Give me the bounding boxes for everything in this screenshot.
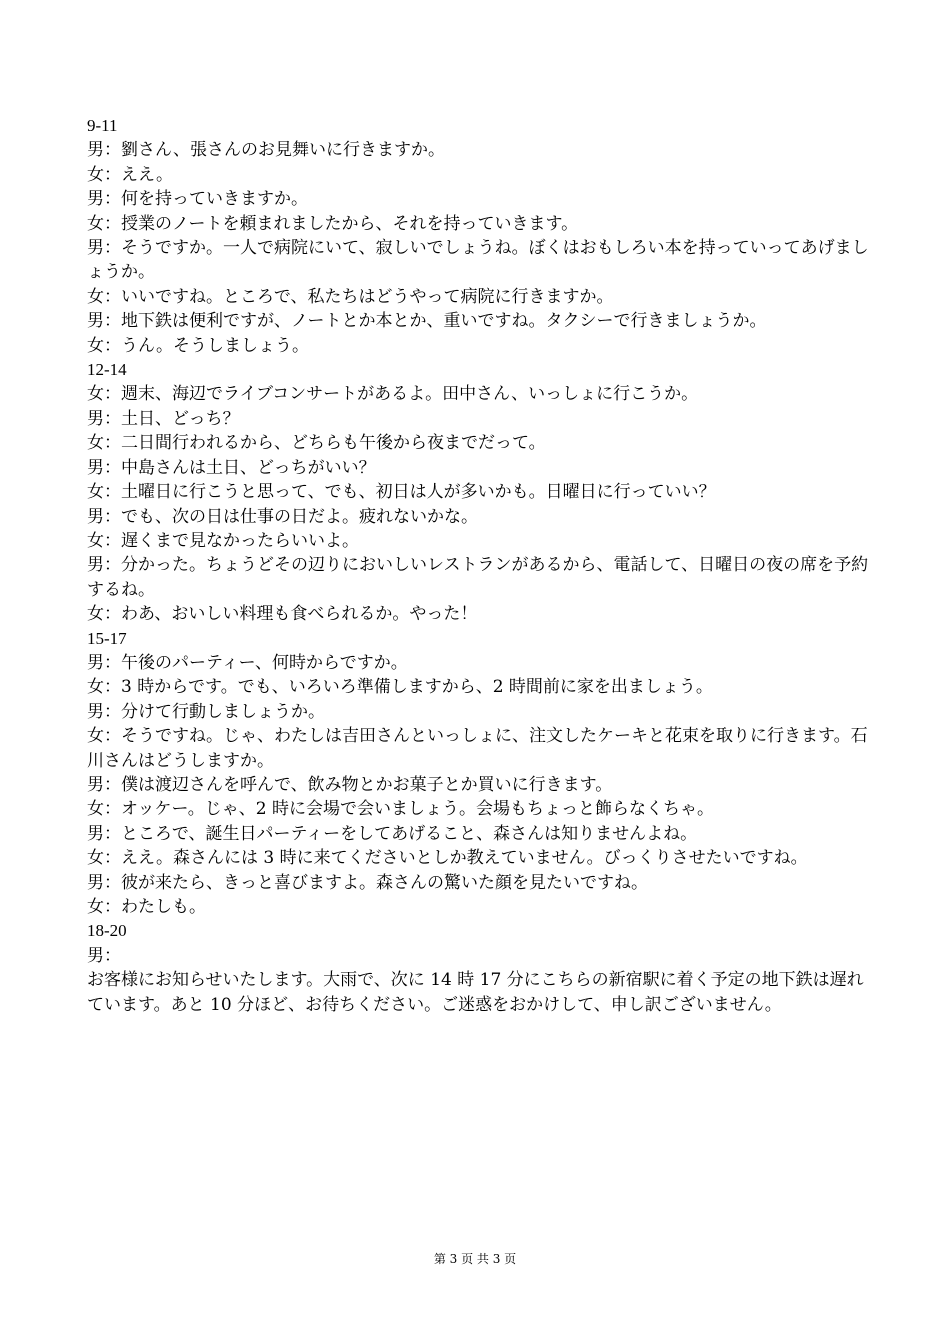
section-id: 12-14	[87, 360, 127, 380]
dialogue-line: 女：遅くまで見なかったらいいよ。	[87, 530, 359, 551]
dialogue-line: 女：うん。そうしましょう。	[87, 335, 310, 356]
dialogue-line: 男：土日、どっち？	[87, 408, 240, 429]
dialogue-line: 女：オッケー。じゃ、2 時に会場で会いましょう。会場もちょっと飾らなくちゃ。	[87, 799, 715, 820]
dialogue-line: 男：何を持っていきますか。	[87, 189, 308, 210]
section-12-14	[87, 358, 877, 626]
dialogue-line: 女：土曜日に行こうと思って、でも、初日は人が多いかも。日曜日に行っていい？	[87, 482, 716, 503]
dialogue-line: 女：ええ。森さんには 3 時に来てくださいとしか教えていません。びっくりさせたいですね。	[87, 848, 808, 869]
dialogue-line: 男：彼が来たら、きっと喜びますよ。森さんの驚いた顔を見たいですね。	[87, 872, 648, 893]
dialogue-line: 男：分けて行動しましょうか。	[87, 701, 325, 722]
dialogue-line: 女：わあ、おいしい料理も食べられるか。やった！	[87, 604, 478, 625]
dialogue-line: 男：そうですか。一人で病院にいて、寂しいでしょうね。ぼくはおもしろい本を持っていってあげましょうか。	[87, 238, 869, 283]
dialogue-line: 男：僕は渡辺さんを呼んで、飲み物とかお菓子とか買いに行きます。	[87, 774, 613, 795]
dialogue-line: 女：週末、海辺でライブコンサートがあるよ。田中さん、いっしょに行こうか。	[87, 384, 699, 405]
dialogue-line: 女：いいですね。ところで、私たちはどうやって病院に行きますか。	[87, 286, 614, 307]
dialogue-line: 男：分かった。ちょうどその辺りにおいしいレストランがあるから、電話して、日曜日の夜の席を予約するね。	[87, 555, 869, 600]
transcript-page	[87, 114, 877, 1017]
dialogue-line: 女：わたしも。	[87, 897, 206, 917]
page-footer: 第 3 页 共 3 页	[433, 1252, 517, 1266]
dialogue-line: 男：でも、次の日は仕事の日だよ。疲れないかな。	[87, 506, 478, 527]
dialogue-line: 男：劉さん、張さんのお見舞いに行きますか。	[87, 140, 446, 161]
dialogue-line: 女：二日間行われるから、どちらも午後から夜までだって。	[87, 433, 546, 454]
dialogue-line: 男：ところで、誕生日パーティーをしてあげること、森さんは知りませんよね。	[87, 823, 698, 844]
dialogue-line: 女：授業のノートを頼まれましたから、それを持っていきます。	[87, 213, 579, 234]
section-18-20	[87, 919, 877, 1017]
dialogue-line: 男：中島さんは土日、どっちがいい？	[87, 457, 376, 478]
section-id: 15-17	[87, 628, 127, 648]
section-id: 18-20	[87, 921, 127, 941]
speaker-line: 男：	[87, 945, 121, 966]
dialogue-line: 男：地下鉄は便利ですが、ノートとか本とか、重いですね。タクシーで行きましょうか。	[87, 311, 767, 332]
dialogue-line: 男：午後のパーティー、何時からですか。	[87, 652, 408, 673]
section-15-17	[87, 627, 877, 920]
dialogue-line: 女：ええ。	[87, 164, 174, 185]
section-9-11	[87, 114, 877, 358]
section-id: 9-11	[87, 116, 118, 135]
dialogue-line: 女：そうですね。じゃ、わたしは吉田さんといっしょに、注文したケーキと花束を取りに行きます。石川さんはどうしますか。	[87, 726, 868, 771]
announcement-text: お客様にお知らせいたします。大雨で、次に 14 時 17 分にこちらの新宿駅に着く予定の地下鉄は遅れています。あと 10 分ほど、お待ちください。ご迷惑をおかけして、申し訳ございません。	[87, 970, 864, 1015]
dialogue-line: 女：3 時からです。でも、いろいろ準備しますから、2 時間前に家を出ましょう。	[87, 677, 713, 698]
